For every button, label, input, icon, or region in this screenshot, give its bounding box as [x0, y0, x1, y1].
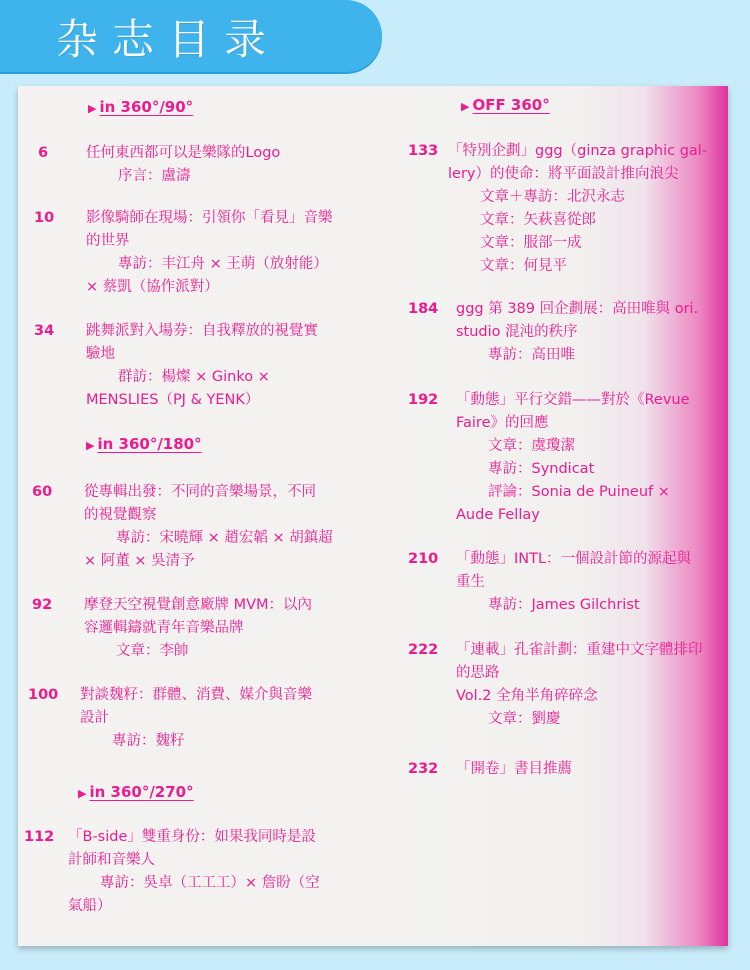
page-number: 192	[408, 392, 439, 408]
page-number: 184	[408, 301, 439, 317]
page-number: 133	[408, 143, 439, 159]
play-arrow-icon: ▶	[86, 439, 95, 452]
entry-text: 「動態」INTL：一個設計節的源起與 重生 專訪：James Gilchrist	[456, 551, 692, 613]
page-number: 100	[28, 687, 59, 703]
page-title: 杂志目录	[56, 15, 281, 64]
entry-text: 「特別企劃」ggg（ginza graphic gal- lery）的使命：將平面設計推向浪尖 文章＋專訪：北沢永志 文章：矢萩喜從郎 文章：服部一成 文章：何見平	[448, 143, 708, 274]
section-heading: ▶ OFF 360°	[461, 96, 550, 114]
entry-text: 「動態」平行交錯——對於《Revue Faire》的回應 文章：虞瓊潔 專訪：Syndicat 評論：Sonia de Puineuf × Aude Fellay	[456, 392, 690, 523]
page-number: 10	[34, 210, 55, 226]
page-number: 6	[38, 145, 49, 161]
entry-text: 任何東西都可以是樂隊的Logo 序言：盧濤	[86, 145, 281, 184]
contents-page	[18, 86, 728, 946]
entry-text: 跳舞派對入場券：自我釋放的視覺實 驗地 群訪：楊燦 × Ginko × MENSLIES（PJ & YENK）	[86, 323, 318, 408]
page-number: 222	[408, 642, 439, 658]
section-heading: ▶ in 360°/180°	[86, 435, 202, 453]
section-heading: ▶ in 360°/270°	[78, 783, 194, 801]
play-arrow-icon: ▶	[78, 787, 87, 800]
entry-text: 從專輯出發：不同的音樂場景，不同 的視覺觀察 專訪：宋曉輝 × 趙宏韜 × 胡鎮超 × 阿董 × 吳清予	[84, 484, 333, 569]
page-number: 92	[32, 597, 53, 613]
page-number: 112	[24, 829, 55, 845]
entry-text: ggg 第 389 回企劃展：高田唯與 ori. studio 混沌的秩序 專訪：高田唯	[456, 301, 699, 363]
page-number: 232	[408, 761, 439, 777]
page-number: 60	[32, 484, 53, 500]
play-arrow-icon: ▶	[461, 100, 470, 113]
entry-text: 「B-side」雙重身份：如果我同時是設 計師和音樂人 專訪：吳卓（工工工）× 詹盼（空 氣船）	[68, 829, 320, 914]
play-arrow-icon: ▶	[88, 102, 97, 115]
section-heading: ▶ in 360°/90°	[88, 98, 194, 116]
page-number: 210	[408, 551, 439, 567]
entry-text: 影像騎師在現場：引領你「看見」音樂 的世界 專訪：丰江舟 × 王萌（放射能） × 蔡凱（協作派對）	[86, 210, 333, 295]
entry-text: 「開卷」書目推薦	[456, 761, 572, 777]
entry-text: 摩登天空視覺創意廠牌 MVM：以內 容邏輯鑄就青年音樂品牌 文章：李帥	[84, 597, 313, 659]
entry-text: 對談魏籽：群體、消費、媒介與音樂 設計 專訪：魏籽	[80, 687, 312, 749]
page-number: 34	[34, 323, 55, 339]
header-banner	[0, 0, 382, 72]
entry-text: 「連載」孔雀計劃：重建中文字體排印 的思路 Vol.2 全角半角碎碎念 文章：劉慶	[456, 642, 703, 727]
